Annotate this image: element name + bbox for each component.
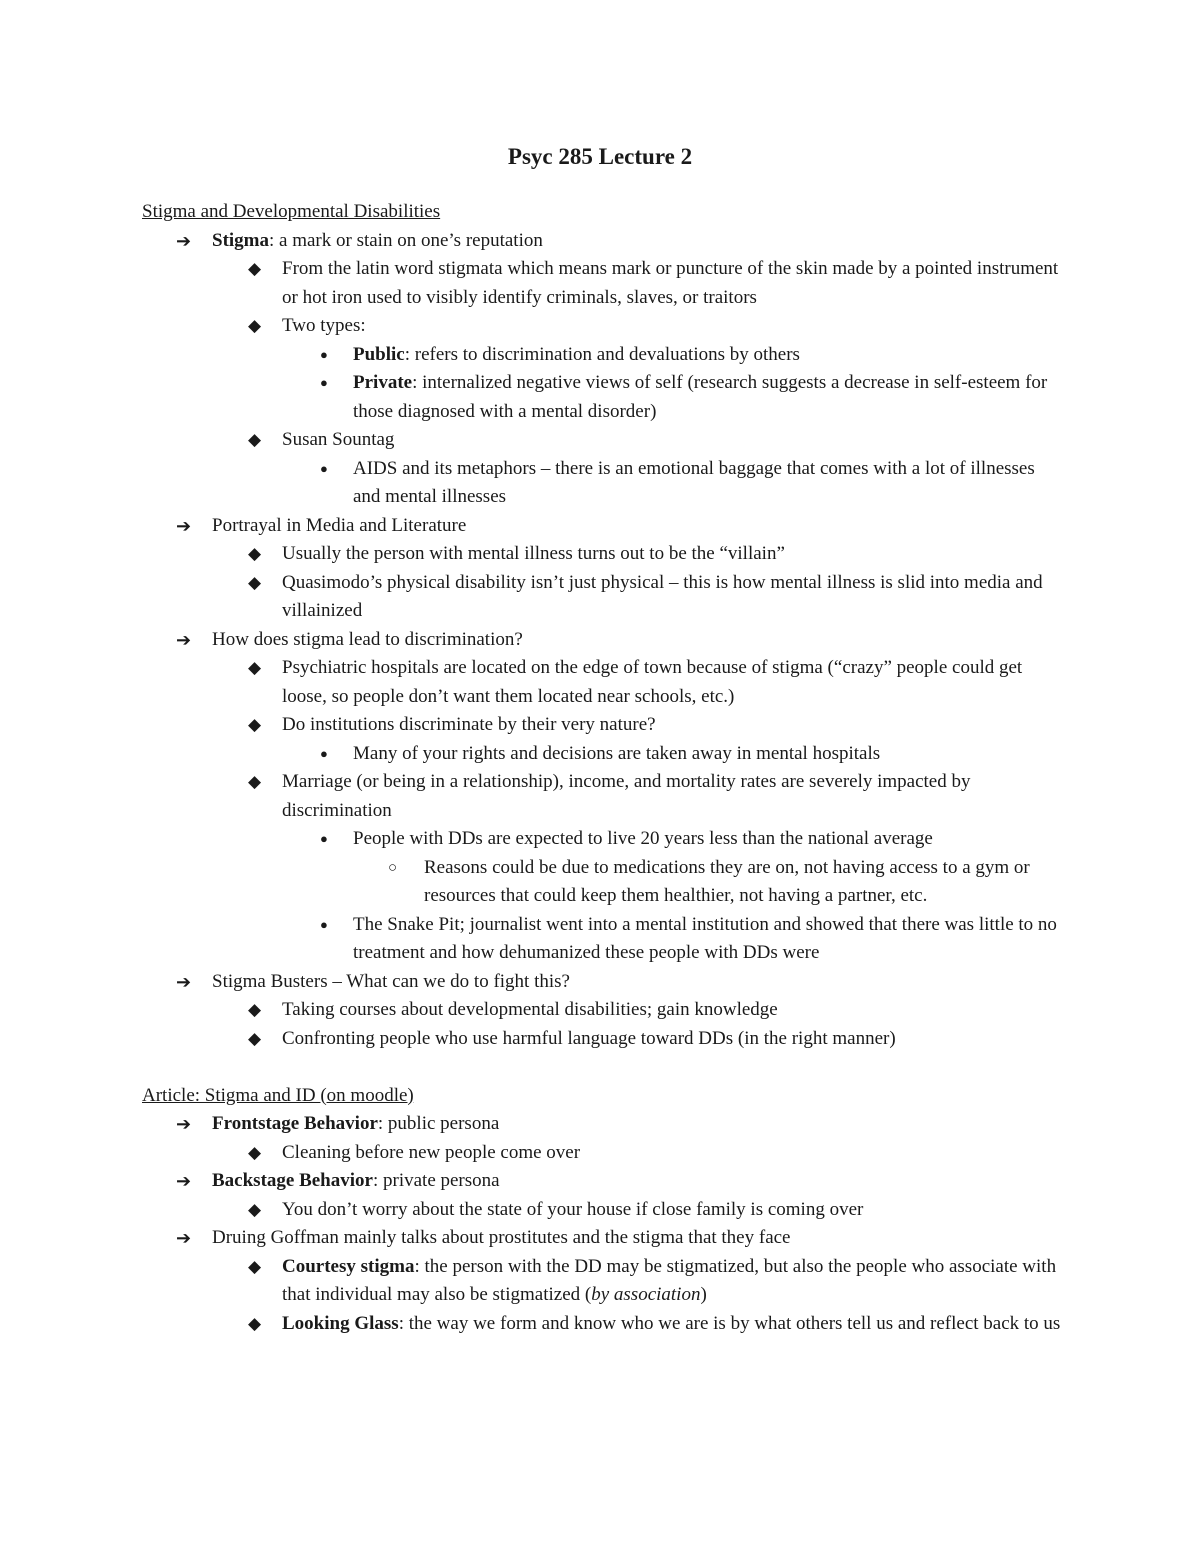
item-text: Portrayal in Media and Literature	[212, 514, 467, 536]
item-text: From the latin word stigmata which means mark or puncture of the skin made by a pointed instrument or hot iron used to visibly identify criminals, slaves, or traitors	[282, 258, 1059, 308]
item-text: Confronting people who use harmful language toward DDs (in the right manner)	[282, 1027, 896, 1049]
item-text: People with DDs are expected to live 20 years less than the national average	[353, 828, 933, 849]
term-courtesy-stigma: Courtesy stigma	[282, 1255, 415, 1277]
dot-bullet-icon: ●	[320, 375, 328, 390]
dot-bullet-icon: ●	[320, 745, 328, 761]
page-title: Psyc 285 Lecture 2	[507, 144, 693, 169]
list-item	[142, 512, 1062, 541]
term-public: Public	[353, 343, 405, 365]
diamond-bullet-icon: ◆	[248, 1256, 262, 1276]
list-item	[142, 540, 1062, 569]
list-item	[142, 1224, 1062, 1253]
list-item	[142, 854, 1062, 911]
list-item	[142, 1196, 1062, 1225]
list-item	[142, 569, 1062, 626]
list-item	[142, 654, 1062, 711]
item-text: Susan Sountag	[282, 429, 395, 450]
term-private: Private	[353, 372, 413, 393]
item-text: Two types:	[282, 315, 366, 336]
definition-text: : a mark or stain on one’s reputation	[269, 229, 543, 251]
term-backstage: Backstage Behavior	[212, 1170, 373, 1191]
diamond-bullet-icon: ◆	[248, 1000, 262, 1019]
list-item	[142, 968, 1062, 997]
list-item	[142, 626, 1062, 655]
closing-paren: )	[700, 1284, 707, 1305]
list-item	[142, 227, 1062, 256]
section-heading-article: Article: Stigma and ID (on moodle)	[142, 1084, 414, 1106]
diamond-bullet-icon: ◆	[248, 316, 262, 335]
diamond-bullet-icon: ◆	[248, 259, 262, 278]
document-body	[142, 198, 1062, 1338]
arrow-bullet-icon: ➔	[176, 971, 192, 992]
list-item	[142, 455, 1062, 512]
item-text: Taking courses about developmental disabilities; gain knowledge	[282, 999, 778, 1020]
list-item	[142, 1110, 1062, 1139]
diamond-bullet-icon: ◆	[248, 1142, 262, 1162]
list-item	[142, 312, 1062, 341]
list-item	[142, 1253, 1062, 1310]
item-text: Reasons could be due to medications they are on, not having access to a gym or resources that could keep them healthier, not having a partner, etc.	[424, 856, 1030, 906]
arrow-bullet-icon: ➔	[176, 1228, 192, 1248]
list-item	[142, 1310, 1062, 1339]
item-text: Marriage (or being in a relationship), income, and mortality rates are severely impacted by discrimination	[282, 771, 971, 821]
dot-bullet-icon: ●	[320, 346, 328, 362]
definition-text: : refers to discrimination and devaluations by others	[404, 343, 800, 365]
section-spacer	[142, 1053, 1062, 1082]
list-item	[142, 255, 1062, 312]
italic-phrase: by association	[591, 1284, 701, 1305]
list-item	[142, 369, 1062, 426]
list-item	[142, 740, 1062, 769]
list-item	[142, 768, 1062, 825]
item-text: Psychiatric hospitals are located on the edge of town because of stigma (“crazy” people could get loose, so people don’t want them located near schools, etc.)	[282, 657, 1023, 707]
diamond-bullet-icon: ◆	[248, 1199, 262, 1219]
item-text: AIDS and its metaphors – there is an emotional baggage that comes with a lot of illnesses and mental illnesses	[353, 457, 1035, 507]
diamond-bullet-icon: ◆	[248, 572, 262, 592]
list-item	[142, 711, 1062, 740]
term-frontstage: Frontstage Behavior	[212, 1113, 378, 1134]
arrow-bullet-icon: ➔	[176, 1114, 192, 1134]
list-item	[142, 1139, 1062, 1168]
list-item	[142, 426, 1062, 455]
list-item	[142, 1167, 1062, 1196]
circle-bullet-icon: ○	[388, 859, 398, 876]
dot-bullet-icon: ●	[320, 460, 328, 476]
diamond-bullet-icon: ◆	[248, 1028, 262, 1048]
list-item	[142, 996, 1062, 1025]
arrow-bullet-icon: ➔	[176, 230, 192, 251]
item-text: Druing Goffman mainly talks about prostitutes and the stigma that they face	[212, 1227, 791, 1248]
diamond-bullet-icon: ◆	[248, 715, 262, 734]
definition-text: : internalized negative views of self (research suggests a decrease in self-esteem for those diagnosed with a mental disorder)	[353, 372, 1048, 422]
diamond-bullet-icon: ◆	[248, 544, 262, 563]
list-item	[142, 1025, 1062, 1054]
item-text: You don’t worry about the state of your house if close family is coming over	[282, 1198, 864, 1220]
diamond-bullet-icon: ◆	[248, 772, 262, 791]
diamond-bullet-icon: ◆	[248, 430, 262, 449]
diamond-bullet-icon: ◆	[248, 1313, 262, 1333]
definition-text: : the person with the DD may be stigmatized, but also the people who associate with that individual may also be stigmatized (	[282, 1255, 1057, 1305]
list-item	[142, 825, 1062, 854]
diamond-bullet-icon: ◆	[248, 658, 262, 677]
list-item	[142, 911, 1062, 968]
item-text: The Snake Pit; journalist went into a mental institution and showed that there was little to no treatment and how dehumanized these people with DDs were	[353, 913, 1057, 963]
list-item	[142, 341, 1062, 370]
item-text: Usually the person with mental illness turns out to be the “villain”	[282, 543, 785, 564]
definition-text: : public persona	[377, 1113, 500, 1134]
arrow-bullet-icon: ➔	[176, 629, 192, 650]
item-text: Stigma Busters – What can we do to fight this?	[212, 970, 570, 992]
item-text: Quasimodo’s physical disability isn’t just physical – this is how mental illness is slid into media and villainized	[282, 571, 1043, 621]
dot-bullet-icon: ●	[320, 916, 328, 932]
definition-text: : private persona	[372, 1170, 500, 1191]
item-text: How does stigma lead to discrimination?	[212, 628, 523, 650]
arrow-bullet-icon: ➔	[176, 515, 192, 536]
item-text: Do institutions discriminate by their very nature?	[282, 714, 656, 735]
definition-text: : the way we form and know who we are is by what others tell us and reflect back to us	[398, 1312, 1061, 1334]
item-text: Many of your rights and decisions are taken away in mental hospitals	[353, 742, 881, 764]
term-stigma: Stigma	[212, 229, 269, 251]
section-heading-stigma: Stigma and Developmental Disabilities	[142, 201, 441, 222]
item-text: Cleaning before new people come over	[282, 1141, 581, 1163]
dot-bullet-icon: ●	[320, 831, 328, 846]
arrow-bullet-icon: ➔	[176, 1171, 192, 1191]
term-looking-glass: Looking Glass	[282, 1312, 399, 1334]
